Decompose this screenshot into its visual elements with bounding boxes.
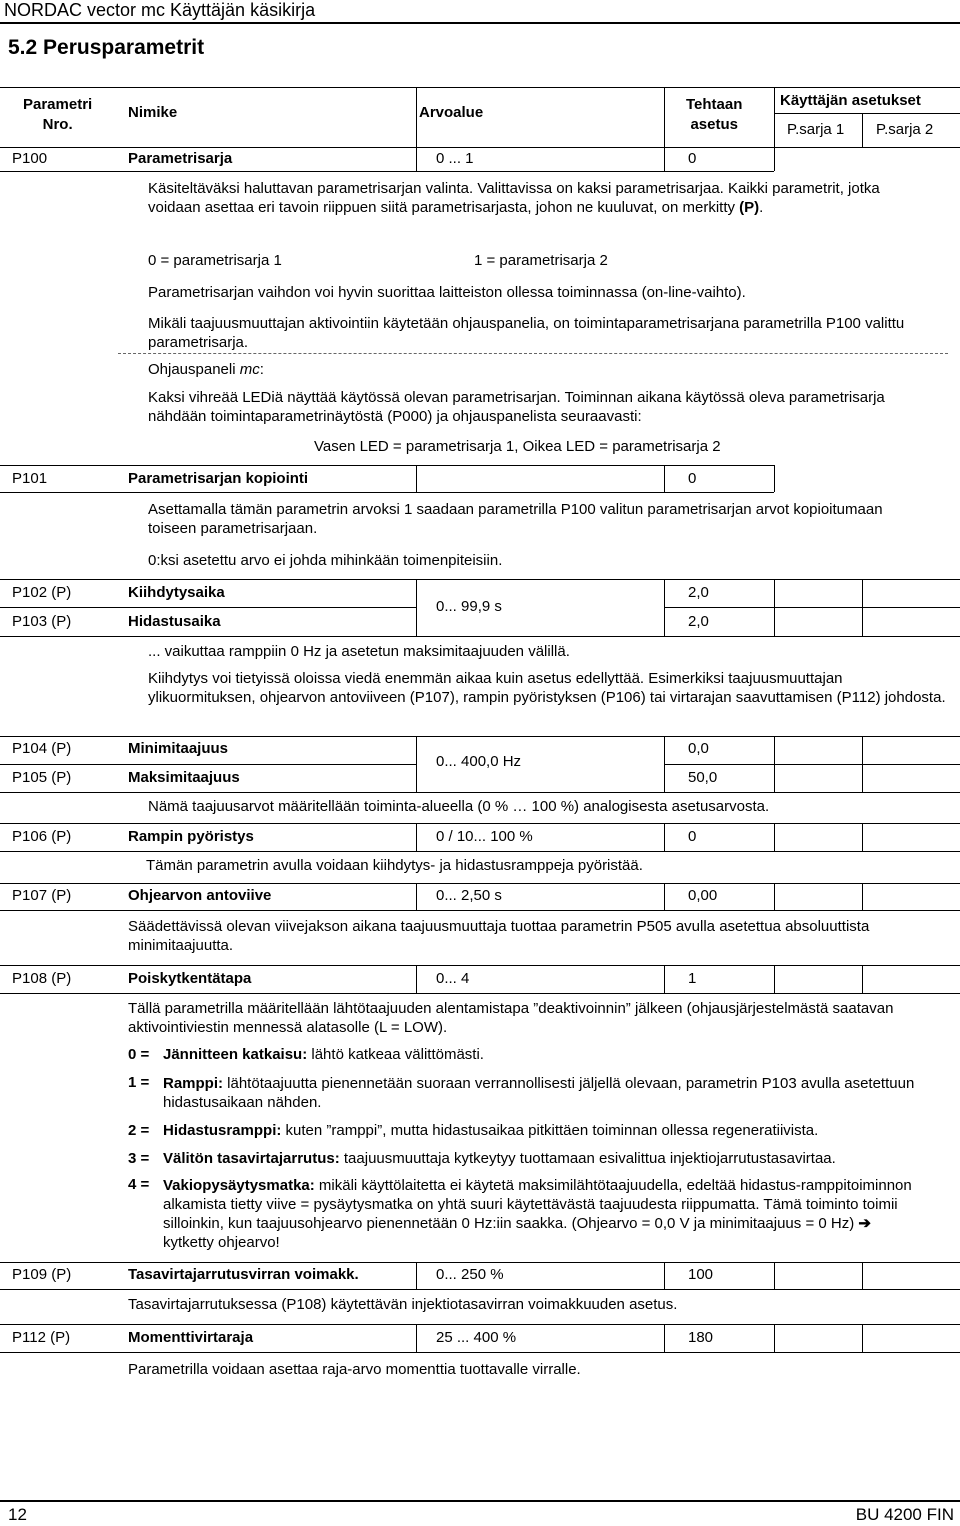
p102-number: P102 (P): [12, 584, 72, 601]
p103-name: Hidastusaika: [128, 613, 221, 630]
p108-option-key: 3 =: [128, 1150, 150, 1167]
document-title: NORDAC vector mc Käyttäjän käsikirja: [4, 0, 316, 20]
p102-name: Kiihdytysaika: [128, 584, 225, 601]
p101-number: P101: [12, 470, 48, 487]
p100-name: Parametrisarja: [128, 150, 233, 167]
p108-option-0: Jännitteen katkaisu: lähtö katkeaa välittömästi.: [163, 1046, 484, 1063]
p105-default: 50,0: [688, 769, 718, 786]
p100-number: P100: [12, 150, 48, 167]
p101-name: Parametrisarjan kopiointi: [128, 470, 309, 487]
p108-description: Tällä parametrilla määritellään lähtötaajuuden alentamistapa ”deaktivoinnin” jälkeen (ohjausjärjestelmästä saatavan aktivointiviestin mennessä alatasolle (L = LOW).: [128, 1000, 894, 1036]
p108-name: Poiskytkentätapa: [128, 970, 252, 987]
p107-name: Ohjearvon antoviive: [128, 887, 272, 904]
p112-name: Momenttivirtaraja: [128, 1329, 254, 1346]
p102-default: 2,0: [688, 584, 709, 601]
p106-number: P106 (P): [12, 828, 72, 845]
p109-description: Tasavirtajarrutuksessa (P108) käytettävän injektiotasavirran voimakkuuden asetus.: [128, 1296, 678, 1313]
page-number: 12: [8, 1505, 27, 1524]
p109-name: Tasavirtajarrutusvirran voimakk.: [128, 1266, 359, 1283]
p103-number: P103 (P): [12, 613, 72, 630]
p112-range: 25 ... 400 %: [436, 1329, 517, 1346]
p104-105-range: 0... 400,0 Hz: [436, 753, 522, 770]
p104-name: Minimitaajuus: [128, 740, 229, 757]
p104-number: P104 (P): [12, 740, 72, 757]
header-range: Arvoalue: [419, 104, 484, 121]
p108-option-key: 2 =: [128, 1122, 150, 1139]
p101-description: Asettamalla tämän parametrin arvoksi 1 saadaan parametrilla P100 valitun parametrisarjan arvot kopioitumaan toiseen parametrisarjaan.: [148, 501, 883, 537]
p100-option-0: 0 = parametrisarja 1: [148, 252, 282, 269]
header-set2: P.sarja 2: [876, 121, 934, 138]
p100-range: 0 ... 1: [436, 150, 474, 167]
p107-number: P107 (P): [12, 887, 72, 904]
section-title: 5.2 Perusparametrit: [8, 36, 205, 59]
p109-range: 0... 250 %: [436, 1266, 504, 1283]
p101-default: 0: [688, 470, 697, 487]
p106-description: Tämän parametrin avulla voidaan kiihdytys- ja hidastusramppeja pyöristää.: [146, 857, 643, 874]
p100-online-note: Parametrisarjan vaihdon voi hyvin suorittaa laitteiston ollessa toiminnassa (on-line-vaihto).: [148, 284, 746, 301]
p108-option-key: 1 =: [128, 1074, 150, 1091]
p112-default: 180: [688, 1329, 714, 1346]
p107-default: 0,00: [688, 887, 718, 904]
p102-103-description: ... vaikuttaa ramppiin 0 Hz ja asetetun maksimitaajuuden välillä.: [148, 643, 570, 660]
p109-default: 100: [688, 1266, 714, 1283]
p108-option-4: Vakiopysäytysmatka: mikäli käyttölaitetta ei käytetä maksimilähtötaajuudella, edeltää hidastus-ramppitoiminnon alkamista tietty viive = pysäytysmatka on yhtä suuri käytettävästä taajuudesta riippumatta. Tämä toiminto toimii silloinkin, kun taajuusohjearvo pienennetään 0 Hz:iin saakka. (Ohjearvo = 0,0 V ja minimitaajuus = 0 Hz) ➔ kytketty ohjearvo!: [163, 1177, 912, 1251]
p112-number: P112 (P): [12, 1329, 71, 1346]
p104-105-description: Nämä taajuusarvot määritellään toiminta-alueella (0 % … 100 %) analogisesta asetusarvosta.: [148, 798, 770, 815]
arrow-right-icon: ➔: [858, 1215, 871, 1232]
p100-led-line: Vasen LED = parametrisarja 1, Oikea LED = parametrisarja 2: [314, 438, 721, 455]
header-set1: P.sarja 1: [787, 121, 845, 138]
p106-default: 0: [688, 828, 697, 845]
p106-name: Rampin pyöristys: [128, 828, 254, 845]
p112-description: Parametrilla voidaan asettaa raja-arvo momenttia tuottavalle virralle.: [128, 1361, 581, 1378]
header-param-no: Parametri Nro.: [23, 96, 93, 133]
p107-description: Säädettävissä olevan viivejakson aikana taajuusmuuttaja tuottaa parametrin P505 avulla asetettua absoluuttista minimitaajuutta.: [128, 918, 870, 954]
p105-number: P105 (P): [12, 769, 72, 786]
p100-default: 0: [688, 150, 697, 167]
p100-led-description: Kaksi vihreää LEDiä näyttää käytössä olevan parametrisarjan. Toiminnan aikana käytössä oleva parametrisarja nähdään toimintaparametrinäytöstä (P000) ja ohjauspanelista seuraavasti:: [148, 389, 885, 425]
p108-option-3: Välitön tasavirtajarrutus: taajuusmuuttaja kytkeytyy tuottamaan esivalittua injektiojarrutustasavirtaa.: [163, 1150, 836, 1167]
p108-range: 0... 4: [436, 970, 470, 987]
header-name: Nimike: [128, 104, 178, 121]
p101-note: 0:ksi asetettu arvo ei johda mihinkään toimenpiteisiin.: [148, 552, 503, 569]
p100-option-1: 1 = parametrisarja 2: [474, 252, 608, 269]
header-default: Tehtaan asetus: [686, 96, 743, 133]
p105-name: Maksimitaajuus: [128, 769, 240, 786]
p106-range: 0 / 10... 100 %: [436, 828, 533, 845]
p108-default: 1: [688, 970, 697, 987]
p100-description: Käsiteltäväksi haluttavan parametrisarjan valinta. Valittavissa on kaksi parametrisarjaa. Kaikki parametrit, jotka voidaan asettaa eri tavoin riippuen siitä parametrisarjasta, johon ne kuuluvat, on merkitty (P).: [148, 180, 880, 216]
p107-range: 0... 2,50 s: [436, 887, 502, 904]
p104-default: 0,0: [688, 740, 709, 757]
p102-103-range: 0... 99,9 s: [436, 598, 502, 615]
p109-number: P109 (P): [12, 1266, 72, 1283]
p108-option-1: Ramppi: lähtötaajuutta pienennetään suoraan verrannollisesti jäljellä olevaan, parametrin P103 avulla asetettuun hidastusaikaan nähden.: [163, 1075, 915, 1111]
p108-option-key: 4 =: [128, 1176, 150, 1193]
p108-option-key: 0 =: [128, 1046, 150, 1063]
p108-number: P108 (P): [12, 970, 72, 987]
p103-default: 2,0: [688, 613, 709, 630]
p100-panel-note: Mikäli taajuusmuuttajan aktivointiin käytetään ohjauspanelia, on toimintaparametrisarjana parametrilla P100 valittu parametrisarja.: [148, 315, 905, 351]
p102-103-note: Kiihdytys voi tietyissä oloissa viedä enemmän aikaa kuin asetus edellyttää. Esimerkiksi taajuusmuuttajan ylikuormituksen, ohjearvon antoviiveen (P107), rampin pyöristyksen (P106) tai virtarajan saavuttamisen (P112) johdosta.: [148, 670, 946, 706]
header-user-settings: Käyttäjän asetukset: [780, 92, 921, 109]
document-code: BU 4200 FIN: [855, 1505, 954, 1524]
p108-option-2: Hidastusramppi: kuten ”ramppi”, mutta hidastusaikaa pitkittäen toiminnan ollessa regeneratiivista.: [163, 1122, 819, 1139]
p100-panel-label: Ohjauspaneli mc:: [148, 361, 264, 378]
